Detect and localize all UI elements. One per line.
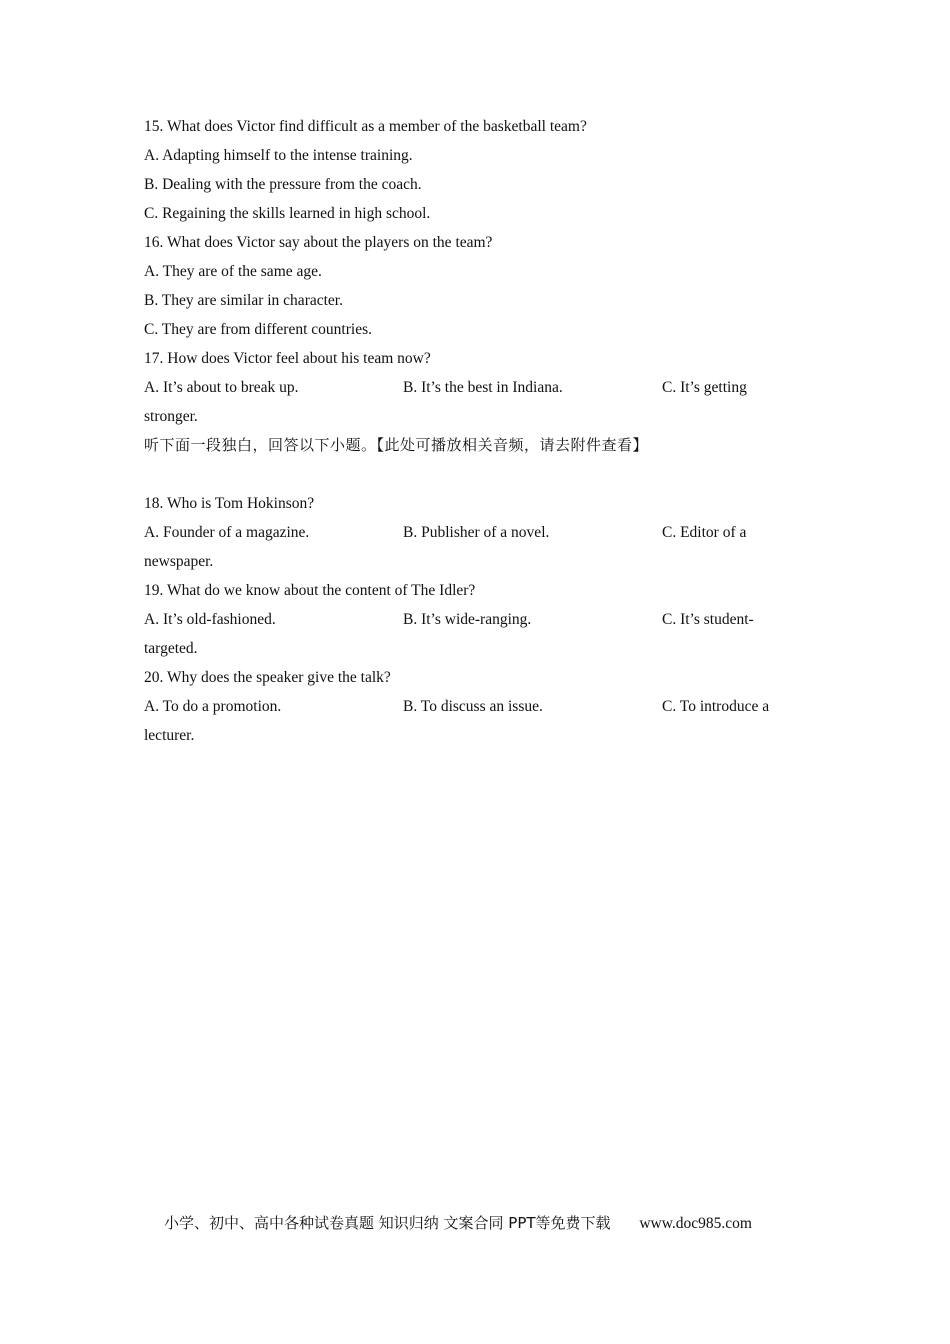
footer-url: www.doc985.com bbox=[639, 1215, 752, 1232]
question-20-option-a: A. To do a promotion. bbox=[144, 698, 282, 715]
question-18-option-c: C. Editor of a bbox=[662, 524, 747, 541]
question-20-option-c-continued: lecturer. bbox=[144, 727, 195, 744]
question-content bbox=[144, 112, 804, 750]
question-15-option-a: A. Adapting himself to the intense training. bbox=[144, 147, 413, 164]
question-19-option-b: B. It’s wide-ranging. bbox=[403, 611, 532, 628]
question-15-option-b: B. Dealing with the pressure from the coach. bbox=[144, 176, 422, 193]
question-15-option-c: C. Regaining the skills learned in high school. bbox=[144, 205, 431, 222]
question-18-option-a: A. Founder of a magazine. bbox=[144, 524, 310, 541]
question-15-stem: 15. What does Victor find difficult as a member of the basketball team? bbox=[144, 118, 587, 135]
page-footer bbox=[164, 1212, 752, 1233]
blank-line bbox=[144, 460, 804, 489]
question-19-stem: 19. What do we know about the content of The Idler? bbox=[144, 582, 476, 599]
footer-text: 小学、初中、高中各种试卷真题 知识归纳 文案合同 PPT等免费下载 bbox=[164, 1214, 611, 1232]
listening-instruction: 听下面一段独白，回答以下小题。【此处可播放相关音频，请去附件查看】 bbox=[144, 436, 649, 454]
question-17-option-c-continued: stronger. bbox=[144, 408, 198, 425]
question-16-option-b: B. They are similar in character. bbox=[144, 292, 343, 309]
question-17-option-b: B. It’s the best in Indiana. bbox=[403, 379, 563, 396]
question-19-option-c-continued: targeted. bbox=[144, 640, 198, 657]
question-19-option-c: C. It’s student- bbox=[662, 611, 754, 628]
question-16-option-a: A. They are of the same age. bbox=[144, 263, 322, 280]
question-18-options bbox=[144, 518, 804, 547]
question-20-option-b: B. To discuss an issue. bbox=[403, 698, 543, 715]
question-17-options bbox=[144, 373, 804, 402]
question-17-option-a: A. It’s about to break up. bbox=[144, 379, 299, 396]
question-18-stem: 18. Who is Tom Hokinson? bbox=[144, 495, 315, 512]
question-17-option-c: C. It’s getting bbox=[662, 379, 747, 396]
question-20-stem: 20. Why does the speaker give the talk? bbox=[144, 669, 391, 686]
question-18-option-b: B. Publisher of a novel. bbox=[403, 524, 550, 541]
question-16-option-c: C. They are from different countries. bbox=[144, 321, 372, 338]
question-19-option-a: A. It’s old-fashioned. bbox=[144, 611, 276, 628]
question-17-stem: 17. How does Victor feel about his team now? bbox=[144, 350, 431, 367]
question-19-options bbox=[144, 605, 804, 634]
question-18-option-c-continued: newspaper. bbox=[144, 553, 214, 570]
question-16-stem: 16. What does Victor say about the players on the team? bbox=[144, 234, 493, 251]
question-20-option-c: C. To introduce a bbox=[662, 698, 770, 715]
question-20-options bbox=[144, 692, 804, 721]
